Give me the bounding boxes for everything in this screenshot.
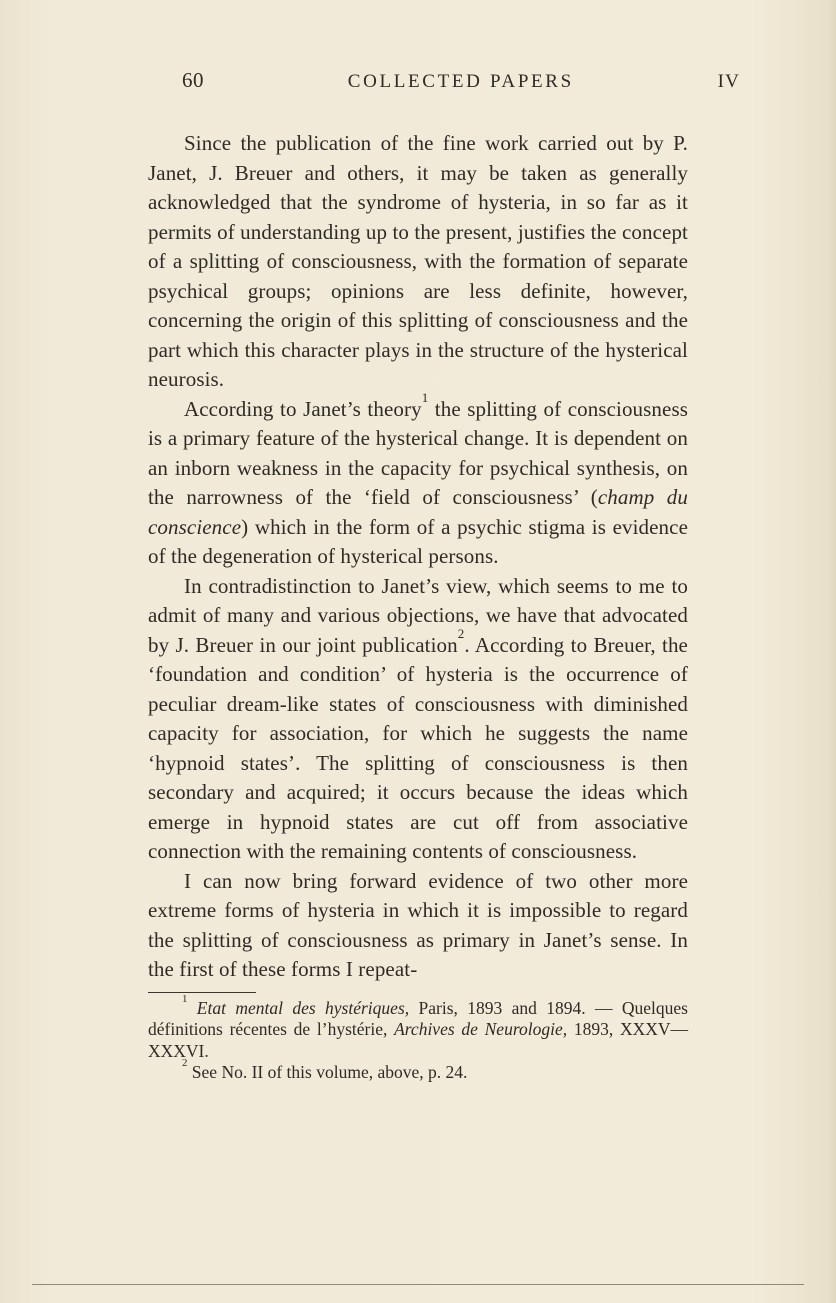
chapter-number: IV — [717, 71, 740, 92]
paragraph-1: Since the publication of the fine work carried out by P. Janet, J. Breuer and others, it may be taken as generally acknowledged that the syndrome of hysteria, in so far as it permits of understanding up to the present, justifies the concept of a splitting of consciousness, with the formation of separate psychical groups; opinions are less definite, however, concerning the origin of this splitting of consciousness and the part which this character plays in the structure of the hysterical neurosis. — [148, 131, 688, 391]
footnote-rule — [148, 992, 256, 993]
paragraph-4: I can now bring forward evidence of two other more extreme forms of hysteria in which it is impossible to regard the splitting of consciousness as primary in Janet’s sense. In the first of these forms I repeat- — [148, 868, 688, 981]
paragraph-2: According to Janet’s theory$^1$ the splitting of consciousness is a primary feature of the hysterical change. It is dependent on an inborn weakness in the capacity for psychical synthesis, on the narrowness of the ‘field of consciousness’ (champ du conscience) which in the form of a psychic stigma is evidence of the degeneration of hysterical persons. — [148, 389, 688, 568]
page-header — [148, 68, 740, 93]
running-title: COLLECTED PAPERS — [347, 71, 574, 92]
footnote-1: $^1$ Etat mental des hystériques, Paris, 1893 and 1894. — Quelques définitions récentes de l’hystérie, Archives de Neurologie, 1893, XXXV—XXXVI. — [148, 992, 688, 1061]
book-page — [148, 0, 740, 1084]
paragraph-3: In contradistinction to Janet’s view, which seems to me to admit of many and various objections, we have that advocated by J. Breuer in our joint publication$^2$. According to Breuer, the ‘foundation and condition’ of hysteria is the occurrence of peculiar dream-like states of consciousness with diminished capacity for association, for which he suggests the name ‘hypnoid states’. The splitting of consciousness is then secondary and acquired; it occurs because the ideas which emerge in hypnoid states are cut off from associative connection with the remaining contents of consciousness. — [148, 573, 688, 863]
page-bottom-edge-line — [32, 1284, 804, 1285]
page-number: 60 — [182, 68, 204, 92]
footnotes-section — [148, 992, 688, 1084]
body-text — [148, 129, 688, 985]
footnote-2: $^2$ See No. II of this volume, above, p. 24. — [182, 1057, 468, 1082]
